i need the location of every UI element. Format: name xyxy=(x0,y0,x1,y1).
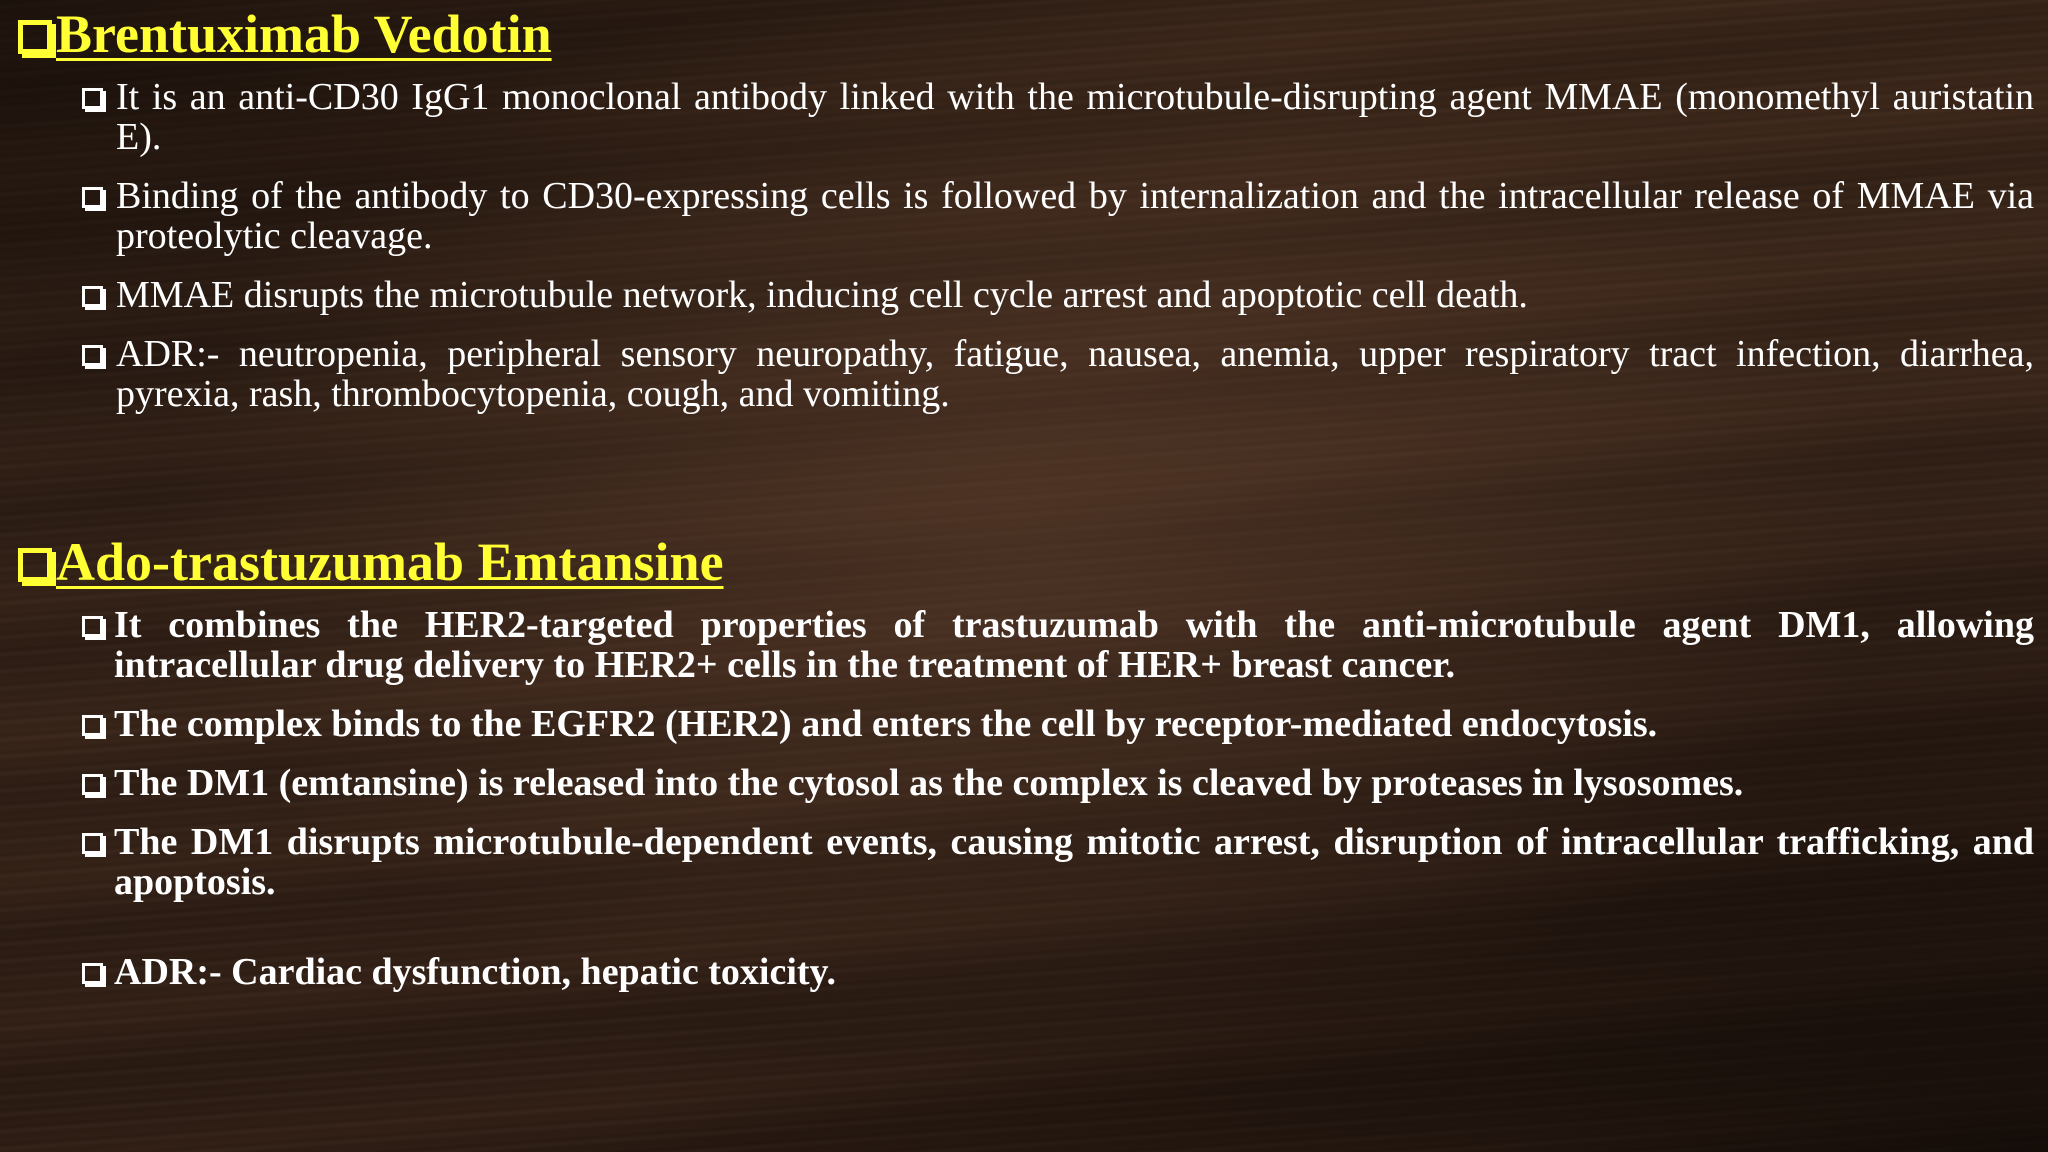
hollow-square-bullet-icon xyxy=(82,187,103,208)
hollow-square-bullet-icon xyxy=(82,88,103,109)
bullet-text: The DM1 disrupts microtubule-dependent events, causing mitotic arrest, disruption of intracellular trafficking, and apoptosis. xyxy=(114,821,2034,903)
bullet-item xyxy=(18,334,2034,414)
bullet-text: The DM1 (emtansine) is released into the cytosol as the complex is cleaved by proteases in lysosomes. xyxy=(114,762,1744,804)
heading-text: Brentuximab Vedotin xyxy=(56,4,552,64)
hollow-square-bullet-icon xyxy=(82,963,103,984)
bullet-item-adr xyxy=(18,952,2034,992)
bullet-text: ADR:- Cardiac dysfunction, hepatic toxicity. xyxy=(114,951,836,993)
bullet-text: ADR:- neutropenia, peripheral sensory neuropathy, fatigue, nausea, anemia, upper respiratory tract infection, diarrhea, pyrexia, rash, thrombocytopenia, cough, and vomiting. xyxy=(116,333,2034,415)
bullet-list xyxy=(18,77,2034,414)
hollow-square-bullet-icon xyxy=(82,774,103,795)
hollow-square-bullet-icon xyxy=(18,20,52,54)
bullet-item xyxy=(18,176,2034,256)
bullet-item xyxy=(18,704,2034,744)
bullet-text: The complex binds to the EGFR2 (HER2) and enters the cell by receptor-mediated endocytosis. xyxy=(114,703,1658,745)
bullet-text: MMAE disrupts the microtubule network, inducing cell cycle arrest and apoptotic cell death. xyxy=(116,274,1528,316)
bullet-text: Binding of the antibody to CD30-expressing cells is followed by internalization and the intracellular release of MMAE via proteolytic cleavage. xyxy=(116,175,2034,257)
bullet-item xyxy=(18,77,2034,157)
bullet-item xyxy=(18,763,2034,803)
section-heading xyxy=(18,4,2034,64)
section-brentuximab xyxy=(18,4,2034,433)
heading-text: Ado-trastuzumab Emtansine xyxy=(56,532,724,592)
hollow-square-bullet-icon xyxy=(82,833,103,854)
bullet-item xyxy=(18,275,2034,315)
hollow-square-bullet-icon xyxy=(82,616,103,637)
bullet-list xyxy=(18,605,2034,992)
hollow-square-bullet-icon xyxy=(82,715,103,736)
bullet-item xyxy=(18,822,2034,902)
section-ado-trastuzumab xyxy=(18,532,2034,1011)
section-heading xyxy=(18,532,2034,592)
bullet-item xyxy=(18,605,2034,685)
bullet-text: It combines the HER2-targeted properties of trastuzumab with the anti-microtubule agent DM1, allowing intracellular drug delivery to HER2+ cells in the treatment of HER+ breast cancer. xyxy=(114,604,2034,686)
hollow-square-bullet-icon xyxy=(82,345,103,366)
hollow-square-bullet-icon xyxy=(82,286,103,307)
bullet-text: It is an anti-CD30 IgG1 monoclonal antibody linked with the microtubule-disrupting agent MMAE (monomethyl auristatin E). xyxy=(116,76,2034,158)
hollow-square-bullet-icon xyxy=(18,548,52,582)
